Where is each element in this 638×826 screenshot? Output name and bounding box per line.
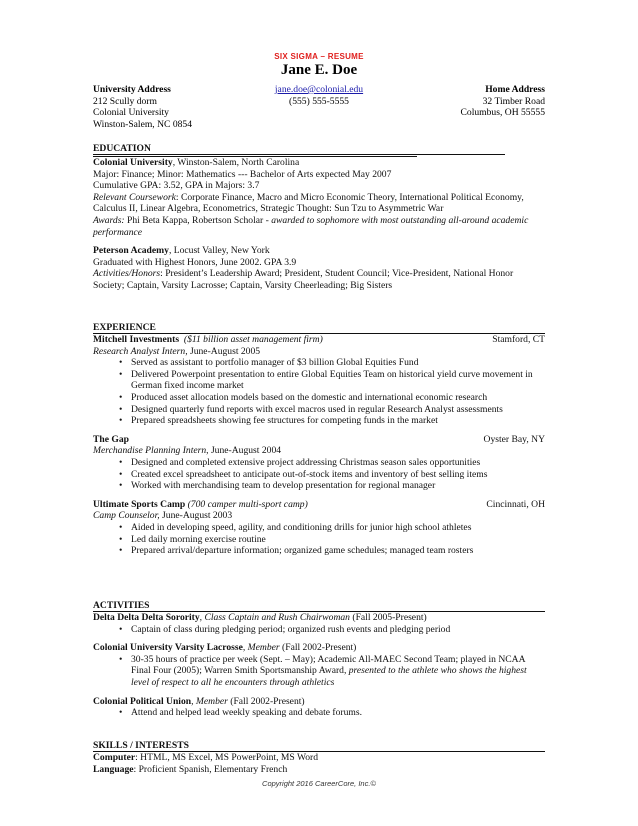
candidate-name: Jane E. Doe [280, 62, 358, 78]
address-line: Winston-Salem, NC 0854 [93, 118, 193, 130]
school-line: Peterson Academy, Locust Valley, New York [93, 245, 270, 257]
school-line: Colonial University, Winston-Salem, North Carolina [93, 157, 300, 168]
list-item: • Prepared spreadsheets showing fee structures for competing funds in the market [119, 415, 545, 427]
resume-type-label: SIX SIGMA – RESUME [274, 52, 364, 61]
job-header: Mitchell Investments ($11 billion asset management firm) Stamford, CT [93, 334, 545, 345]
job-header [93, 434, 545, 446]
section-heading: EXPERIENCE [93, 322, 545, 334]
school-name: Peterson Academy [93, 245, 169, 257]
list-item: • Designed quarterly fund reports with excel macros used in regular Research Analyst assessments [119, 404, 545, 416]
list-item: • Captain of class during pledging period; organized rush events and pledging period [119, 624, 545, 636]
activity-bullets [93, 654, 545, 689]
job-bullets [93, 457, 545, 492]
address-line: Columbus, OH 55555 [460, 107, 545, 119]
skills-section [93, 740, 545, 775]
school-name: Colonial University [93, 157, 173, 168]
company-name: Ultimate Sports Camp [93, 498, 186, 510]
home-address-label: Home Address [485, 84, 545, 95]
job-location: Stamford, CT [492, 334, 545, 345]
job-title-line: Research Analyst Intern, June-August 2005 [93, 345, 261, 357]
phone-number: (555) 555-5555 [289, 95, 349, 107]
company-name: The Gap [93, 433, 129, 445]
list-item: • 30-35 hours of practice per week (Sept. – May); Academic All-MAEC Second Team; played in NCAA Final Four (2005); Warren Smith Sportsmanship Award, presented to the athlete who shows the highest level of respect to all he encounters through athletics [119, 654, 545, 689]
job-bullets [93, 357, 545, 427]
language-skills: Language: Proficient Spanish, Elementary French [93, 763, 288, 775]
section-heading: EDUCATION [93, 143, 505, 155]
activities-honors: Activities/Honors: President’s Leadership Award; President, Student Council; Vice-President, National Honor Society; Captain, Varsity Lacrosse; Captain, Varsity Cheerleading; Big Sisters [93, 268, 514, 291]
copyright-footer: Copyright 2016 CareerCore, Inc.© [262, 779, 376, 788]
list-item: • Aided in developing speed, agility, and conditioning drills for junior high school athletes [119, 522, 545, 534]
activity-header: Colonial Political Union, Member (Fall 2002-Present) [93, 695, 305, 707]
activity-header: Colonial University Varsity Lacrosse, Member (Fall 2002-Present) [93, 642, 357, 654]
graduation-line: Graduated with Highest Honors, June 2002. GPA 3.9 [93, 256, 297, 268]
address-line: 32 Timber Road [482, 95, 545, 107]
job-title-line: Merchandise Planning Intern, June-August 2004 [93, 445, 282, 457]
experience-section [93, 322, 545, 557]
section-heading: SKILLS / INTERESTS [93, 740, 545, 752]
list-item: • Delivered Powerpoint presentation to entire Global Equities Team on historical yield curve movement in German fixed income market [119, 369, 545, 392]
activity-bullets [93, 624, 545, 636]
email-link[interactable]: jane.doe@colonial.edu [274, 84, 364, 95]
home-address [461, 84, 545, 119]
activities-section [93, 600, 545, 719]
list-item: • Created excel spreadsheet to anticipate out-of-stock items and inventory of best selling items [119, 469, 545, 481]
job-bullets [93, 522, 545, 557]
list-item: • Attend and helped lead weekly speaking and debate forums. [119, 707, 545, 719]
job-title-line: Camp Counselor, June-August 2003 [93, 510, 233, 522]
job-location: Oyster Bay, NY [483, 433, 545, 445]
degree-line: Major: Finance; Minor: Mathematics --- Bachelor of Arts expected May 2007 [93, 168, 392, 180]
job-location: Cincinnati, OH [486, 498, 545, 510]
computer-skills: Computer: HTML, MS Excel, MS PowerPoint, MS Word [93, 752, 319, 763]
section-heading: ACTIVITIES [93, 600, 545, 612]
address-line: Colonial University [93, 107, 169, 119]
list-item: • Designed and completed extensive project addressing Christmas season sales opportunities [119, 457, 545, 469]
coursework: Relevant Coursework: Corporate Finance, Macro and Micro Economic Theory, International Political Economy, Calculus II, Linear Algebra, Econometrics, Strategic Thought: Sun Tzu to Asymmetric War [93, 191, 524, 215]
list-item: • Led daily morning exercise routine [119, 534, 545, 546]
list-item: • Produced asset allocation models based on the domestic and international economic research [119, 392, 545, 404]
list-item: • Worked with merchandising team to develop presentation for regional manager [119, 480, 545, 492]
list-item: • Prepared arrival/departure information; organized game schedules; managed team rosters [119, 545, 545, 557]
activity-bullets [93, 707, 545, 719]
education-section [93, 143, 545, 292]
university-address-label: University Address [93, 84, 171, 95]
awards: Awards: Phi Beta Kappa, Robertson Scholar - awarded to sophomore with most outstanding all-around academic performance [93, 214, 529, 238]
company-name: Mitchell Investments [93, 334, 180, 345]
job-header: Ultimate Sports Camp (700 camper multi-sport camp) Cincinnati, OH [93, 498, 545, 510]
address-line: 212 Scully dorm [93, 95, 157, 107]
gpa-line: Cumulative GPA: 3.52, GPA in Majors: 3.7 [93, 180, 260, 192]
list-item: • Served as assistant to portfolio manager of $3 billion Global Equities Fund [119, 357, 545, 369]
activity-header: Delta Delta Delta Sorority, Class Captain and Rush Chairwoman (Fall 2005-Present) [93, 612, 427, 623]
